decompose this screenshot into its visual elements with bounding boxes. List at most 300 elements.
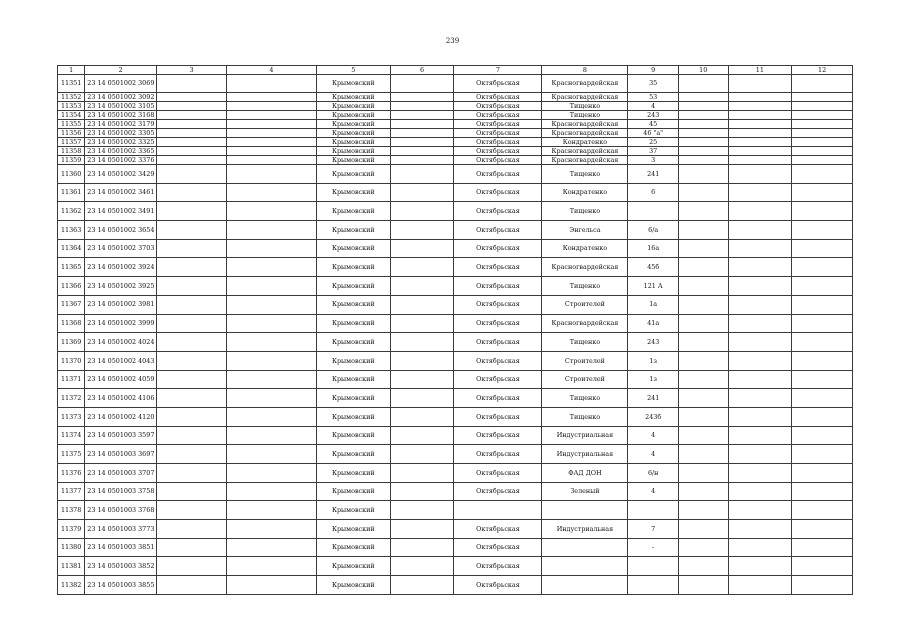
table-cell: 23 14 0501002 3654 <box>85 221 157 240</box>
table-cell <box>157 333 227 352</box>
table-cell <box>226 111 316 120</box>
table-cell <box>157 138 227 147</box>
table-cell <box>157 111 227 120</box>
table-cell: Строителей <box>542 351 628 370</box>
table-cell: 25 <box>628 138 679 147</box>
table-cell: Крымовский <box>316 389 390 408</box>
table-cell <box>157 183 227 202</box>
table-cell: 23 14 0501002 4024 <box>85 333 157 352</box>
table-cell <box>226 147 316 156</box>
table-cell: 23 14 0501002 3981 <box>85 295 157 314</box>
table-cell <box>157 407 227 426</box>
table-cell <box>678 258 728 277</box>
table-cell: 11354 <box>58 111 85 120</box>
table-cell: Октябрьская <box>454 75 542 93</box>
table-cell <box>454 501 542 520</box>
table-cell <box>157 426 227 445</box>
table-cell <box>390 239 454 258</box>
table-cell: 11351 <box>58 75 85 93</box>
column-header: 10 <box>678 66 728 75</box>
table-row <box>58 165 853 184</box>
table-cell <box>792 464 853 483</box>
table-cell: Крымовский <box>316 333 390 352</box>
table-row <box>58 75 853 93</box>
table-cell: Крымовский <box>316 147 390 156</box>
table-cell <box>678 120 728 129</box>
table-cell <box>728 482 792 501</box>
table-cell: 4 <box>628 482 679 501</box>
table-row <box>58 314 853 333</box>
table-cell <box>157 501 227 520</box>
table-cell: Тищенко <box>542 333 628 352</box>
table-cell <box>226 75 316 93</box>
table-cell <box>678 445 728 464</box>
table-cell <box>728 295 792 314</box>
table-cell: 11369 <box>58 333 85 352</box>
table-cell: 11364 <box>58 239 85 258</box>
column-header: 7 <box>454 66 542 75</box>
table-cell: Октябрьская <box>454 295 542 314</box>
table-cell: Октябрьская <box>454 277 542 296</box>
table-cell: Крымовский <box>316 464 390 483</box>
table-cell <box>628 501 679 520</box>
table-cell: 23 14 0501002 3325 <box>85 138 157 147</box>
table-row <box>58 520 853 539</box>
table-cell: Крымовский <box>316 277 390 296</box>
table-cell <box>157 464 227 483</box>
table-cell <box>390 333 454 352</box>
table-cell <box>678 464 728 483</box>
table-cell <box>390 538 454 557</box>
table-cell: 23 14 0501002 3305 <box>85 129 157 138</box>
table-cell <box>390 111 454 120</box>
table-row <box>58 239 853 258</box>
table-cell: 23 14 0501003 3851 <box>85 538 157 557</box>
table-cell <box>226 389 316 408</box>
table-cell <box>728 156 792 165</box>
table-cell: Октябрьская <box>454 221 542 240</box>
table-cell <box>792 138 853 147</box>
table-cell <box>226 370 316 389</box>
table-cell: 23 14 0501002 3179 <box>85 120 157 129</box>
table-cell <box>728 501 792 520</box>
table-cell <box>678 183 728 202</box>
table-cell: Красногвардейская <box>542 156 628 165</box>
table-cell <box>678 576 728 595</box>
table-cell <box>628 202 679 221</box>
table-cell <box>728 370 792 389</box>
table-cell <box>728 538 792 557</box>
table-cell <box>157 202 227 221</box>
table-cell: Крымовский <box>316 520 390 539</box>
table-cell <box>390 557 454 576</box>
table-cell <box>226 138 316 147</box>
table-cell <box>678 129 728 138</box>
table-cell <box>678 93 728 102</box>
table-cell: Крымовский <box>316 576 390 595</box>
table-cell <box>728 407 792 426</box>
table-cell <box>390 464 454 483</box>
table-body <box>58 75 853 595</box>
table-cell <box>390 426 454 445</box>
table-cell <box>678 370 728 389</box>
table-cell <box>226 351 316 370</box>
table-cell: 11375 <box>58 445 85 464</box>
table-cell: Красногвардейская <box>542 120 628 129</box>
table-cell <box>226 129 316 138</box>
table-cell: 23 14 0501002 3376 <box>85 156 157 165</box>
table-cell: 45 <box>628 120 679 129</box>
table-cell: Строителей <box>542 295 628 314</box>
column-header: 8 <box>542 66 628 75</box>
table-cell <box>728 138 792 147</box>
table-cell <box>628 576 679 595</box>
table-cell: Октябрьская <box>454 407 542 426</box>
table-cell <box>157 576 227 595</box>
table-cell: 23 14 0501002 3925 <box>85 277 157 296</box>
table-cell: Октябрьская <box>454 557 542 576</box>
table-cell: 23 14 0501003 3768 <box>85 501 157 520</box>
table-cell: Крымовский <box>316 538 390 557</box>
table-cell <box>628 557 679 576</box>
table-cell <box>226 445 316 464</box>
table-cell <box>728 202 792 221</box>
table-cell <box>728 221 792 240</box>
table-cell: Октябрьская <box>454 314 542 333</box>
table-cell: Тищенко <box>542 102 628 111</box>
table-cell: Тищенко <box>542 389 628 408</box>
table-cell <box>678 202 728 221</box>
table-cell <box>678 102 728 111</box>
table-cell <box>157 258 227 277</box>
table-cell: Октябрьская <box>454 147 542 156</box>
table-cell <box>157 351 227 370</box>
table-cell: 35 <box>628 75 679 93</box>
table-cell <box>390 138 454 147</box>
table-cell: Крымовский <box>316 557 390 576</box>
table-cell: 11362 <box>58 202 85 221</box>
table-cell <box>390 277 454 296</box>
table-cell <box>728 239 792 258</box>
table-cell <box>728 183 792 202</box>
table-cell: Октябрьская <box>454 111 542 120</box>
table-cell: 1з <box>628 370 679 389</box>
table-cell: Октябрьская <box>454 482 542 501</box>
table-cell: 41а <box>628 314 679 333</box>
table-cell: 6/н <box>628 464 679 483</box>
table-cell: Крымовский <box>316 75 390 93</box>
table-cell <box>728 557 792 576</box>
table-cell <box>792 120 853 129</box>
table-cell <box>226 183 316 202</box>
table-cell <box>157 165 227 184</box>
table-row <box>58 138 853 147</box>
column-header: 3 <box>157 66 227 75</box>
table-cell <box>792 165 853 184</box>
table-row <box>58 333 853 352</box>
table-cell <box>157 520 227 539</box>
table-cell <box>728 576 792 595</box>
table-cell <box>390 120 454 129</box>
table-row <box>58 445 853 464</box>
table-cell <box>792 156 853 165</box>
table-cell <box>728 120 792 129</box>
table-cell <box>390 221 454 240</box>
table-row <box>58 538 853 557</box>
table-cell <box>678 351 728 370</box>
table-cell: 243 <box>628 333 679 352</box>
table-row <box>58 295 853 314</box>
column-header: 12 <box>792 66 853 75</box>
column-header: 6 <box>390 66 454 75</box>
table-cell: 23 14 0501003 3707 <box>85 464 157 483</box>
table-cell <box>226 156 316 165</box>
table-cell <box>792 576 853 595</box>
table-row <box>58 202 853 221</box>
table-cell: 11376 <box>58 464 85 483</box>
table-cell: Энгельса <box>542 221 628 240</box>
table-cell: 4 <box>628 445 679 464</box>
table-cell <box>157 221 227 240</box>
table-cell: Крымовский <box>316 183 390 202</box>
table-cell <box>792 295 853 314</box>
table-cell <box>390 102 454 111</box>
table-cell: Тищенко <box>542 111 628 120</box>
table-cell: 23 14 0501002 3999 <box>85 314 157 333</box>
table-cell: 23 14 0501002 3092 <box>85 93 157 102</box>
table-cell <box>728 129 792 138</box>
table-cell <box>792 258 853 277</box>
table-cell <box>390 295 454 314</box>
table-cell: Крымовский <box>316 165 390 184</box>
table-cell: 11377 <box>58 482 85 501</box>
table-cell <box>728 351 792 370</box>
table-cell: Тищенко <box>542 165 628 184</box>
table-cell: Кондратенко <box>542 138 628 147</box>
table-cell <box>678 147 728 156</box>
table-cell <box>678 407 728 426</box>
table-row <box>58 111 853 120</box>
table-cell: 241 <box>628 165 679 184</box>
table-cell: Крымовский <box>316 102 390 111</box>
table-cell <box>678 520 728 539</box>
table-row <box>58 156 853 165</box>
table-cell: 6 <box>628 183 679 202</box>
table-cell: Октябрьская <box>454 445 542 464</box>
table-cell: 16а <box>628 239 679 258</box>
table-cell: 11356 <box>58 129 85 138</box>
table-cell: Красногвардейская <box>542 93 628 102</box>
table-cell: 23 14 0501003 3758 <box>85 482 157 501</box>
table-cell <box>678 538 728 557</box>
table-cell <box>728 333 792 352</box>
table-cell: 23 14 0501003 3697 <box>85 445 157 464</box>
table-cell: 11382 <box>58 576 85 595</box>
table-cell <box>792 370 853 389</box>
table-cell: 23 14 0501002 3168 <box>85 111 157 120</box>
table-cell <box>728 93 792 102</box>
table-cell: Октябрьская <box>454 258 542 277</box>
table-cell: Крымовский <box>316 93 390 102</box>
table-cell <box>390 351 454 370</box>
table-cell <box>226 258 316 277</box>
table-cell: 23 14 0501002 3105 <box>85 102 157 111</box>
table-cell <box>157 239 227 258</box>
table-cell <box>226 239 316 258</box>
table-cell <box>226 314 316 333</box>
table-cell: Тищенко <box>542 277 628 296</box>
table-cell <box>678 239 728 258</box>
table-cell <box>678 389 728 408</box>
table-cell: 23 14 0501002 3491 <box>85 202 157 221</box>
table-cell <box>390 520 454 539</box>
table-cell <box>728 389 792 408</box>
table-cell <box>226 277 316 296</box>
table-cell: Крымовский <box>316 295 390 314</box>
table-cell: 37 <box>628 147 679 156</box>
table-cell: Октябрьская <box>454 138 542 147</box>
table-cell <box>226 120 316 129</box>
table-cell <box>728 147 792 156</box>
table-row <box>58 557 853 576</box>
table-cell: Октябрьская <box>454 93 542 102</box>
table-cell <box>792 407 853 426</box>
table-cell <box>678 138 728 147</box>
table-cell: Крымовский <box>316 351 390 370</box>
table-cell <box>792 102 853 111</box>
table-cell: 1з <box>628 351 679 370</box>
table-cell <box>157 482 227 501</box>
table-cell <box>226 333 316 352</box>
table-cell: Октябрьская <box>454 389 542 408</box>
table-cell <box>157 93 227 102</box>
table-cell: Октябрьская <box>454 333 542 352</box>
table-cell: Индустриальная <box>542 520 628 539</box>
table-row <box>58 501 853 520</box>
table-cell <box>542 501 628 520</box>
table-cell: Тищенко <box>542 202 628 221</box>
table-cell <box>678 314 728 333</box>
table-cell: Октябрьская <box>454 156 542 165</box>
table-cell <box>390 258 454 277</box>
registry-table <box>57 65 853 595</box>
table-cell <box>157 129 227 138</box>
table-cell <box>226 202 316 221</box>
table-cell: 11359 <box>58 156 85 165</box>
header-row <box>58 66 853 75</box>
table-cell <box>792 426 853 445</box>
table-cell <box>390 165 454 184</box>
table-cell: Кондратенко <box>542 239 628 258</box>
table-cell <box>678 221 728 240</box>
table-cell <box>792 538 853 557</box>
table-cell: 23 14 0501002 4106 <box>85 389 157 408</box>
table-cell <box>792 389 853 408</box>
table-cell: 11371 <box>58 370 85 389</box>
table-cell <box>390 202 454 221</box>
table-cell <box>728 165 792 184</box>
table-cell: Красногвардейская <box>542 314 628 333</box>
table-cell: 23 14 0501002 3924 <box>85 258 157 277</box>
table-cell: 23 14 0501002 4043 <box>85 351 157 370</box>
table-cell <box>792 520 853 539</box>
page-number: 239 <box>445 37 460 45</box>
table-cell <box>390 147 454 156</box>
table-cell: 46 "а" <box>628 129 679 138</box>
table-cell: Зеленый <box>542 482 628 501</box>
table-cell <box>792 482 853 501</box>
table-cell <box>157 557 227 576</box>
table-cell: Кондратенко <box>542 183 628 202</box>
table-cell: ФАД ДОН <box>542 464 628 483</box>
table-row <box>58 129 853 138</box>
table-cell <box>157 277 227 296</box>
table-cell: Октябрьская <box>454 538 542 557</box>
table-cell <box>390 93 454 102</box>
table-cell: 1а <box>628 295 679 314</box>
table-cell <box>226 520 316 539</box>
table-cell: Индустриальная <box>542 426 628 445</box>
table-cell <box>226 482 316 501</box>
table-cell: Крымовский <box>316 258 390 277</box>
table-row <box>58 183 853 202</box>
table-cell <box>728 520 792 539</box>
table-cell <box>792 239 853 258</box>
table-cell <box>678 295 728 314</box>
table-cell <box>226 165 316 184</box>
table-cell <box>728 75 792 93</box>
table-cell <box>542 576 628 595</box>
table-cell: Крымовский <box>316 138 390 147</box>
table-cell <box>390 156 454 165</box>
table-cell <box>542 557 628 576</box>
table-cell <box>157 538 227 557</box>
table-cell: 11379 <box>58 520 85 539</box>
table-cell: Крымовский <box>316 370 390 389</box>
table-cell <box>792 501 853 520</box>
table-cell <box>792 314 853 333</box>
table-cell: 11363 <box>58 221 85 240</box>
table-cell <box>678 277 728 296</box>
table-cell <box>678 165 728 184</box>
table-cell: Октябрьская <box>454 129 542 138</box>
table-cell: Красногвардейская <box>542 75 628 93</box>
table-cell: 11370 <box>58 351 85 370</box>
table-cell <box>792 445 853 464</box>
table-cell: 11366 <box>58 277 85 296</box>
table-cell: Крымовский <box>316 221 390 240</box>
table-cell <box>226 221 316 240</box>
table-cell <box>390 370 454 389</box>
table-cell <box>792 557 853 576</box>
table-cell <box>157 147 227 156</box>
table-cell: 11374 <box>58 426 85 445</box>
table-cell: Крымовский <box>316 426 390 445</box>
table-row <box>58 576 853 595</box>
table-row <box>58 120 853 129</box>
table-cell: Индустриальная <box>542 445 628 464</box>
table-row <box>58 221 853 240</box>
table-cell: 23 14 0501003 3852 <box>85 557 157 576</box>
table-cell: Крымовский <box>316 129 390 138</box>
table-cell <box>226 295 316 314</box>
table-cell: 11368 <box>58 314 85 333</box>
table-cell <box>728 277 792 296</box>
column-header: 1 <box>58 66 85 75</box>
table-cell <box>678 426 728 445</box>
table-cell <box>728 111 792 120</box>
table-cell <box>157 295 227 314</box>
